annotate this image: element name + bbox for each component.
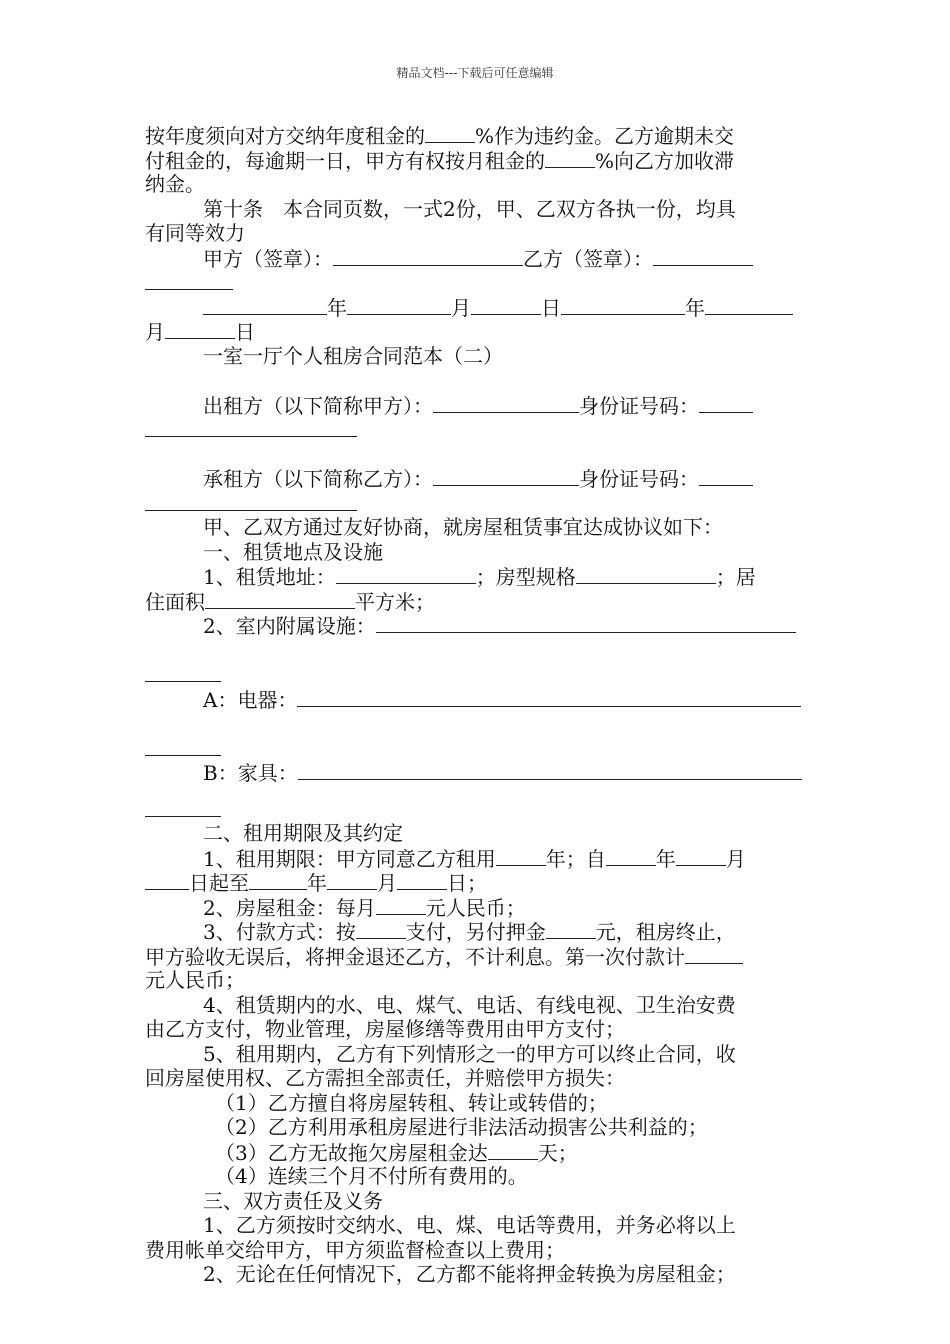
text-line: 4、租赁期内的水、电、煤气、电话、有线电视、卫生治安费 — [203, 992, 736, 1017]
facilities-blank — [376, 613, 796, 633]
blank-field — [561, 295, 685, 315]
blank-field — [165, 319, 235, 339]
date-line: 年 月 日 年 — [145, 295, 807, 320]
party-a-signature-blank — [333, 246, 523, 266]
text-line: 有同等效力 — [145, 221, 245, 245]
text-line — [145, 797, 807, 822]
text-line: 住面积 平方米； — [145, 589, 435, 614]
section-title: 一室一厅个人租房合同范本（二） — [203, 343, 503, 368]
text-line: 由乙方支付，物业管理，房屋修缮等费用由甲方支付； — [145, 1017, 625, 1041]
text-line: 1、租赁地址： ；房型规格 ；居 — [203, 565, 756, 589]
text-line: A：电器： — [145, 687, 807, 712]
blank-field — [676, 846, 726, 866]
text-line: 纳金。 — [145, 172, 205, 196]
lessee-line: 承租方（以下简称乙方）： 身份证号码： — [145, 466, 807, 491]
blank-field — [145, 736, 221, 756]
lessee-name-blank — [433, 466, 579, 486]
lessor-name-blank — [433, 393, 579, 413]
blank-field — [347, 295, 451, 315]
page-header: 精品文档---下载后可任意编辑 — [396, 66, 554, 80]
text-line: 3、付款方式：按 支付，另付押金 元，租房终止， — [203, 920, 736, 944]
blank-field — [145, 417, 357, 437]
blank-field — [145, 797, 221, 817]
text-line: 甲、乙双方通过友好协商，就房屋租赁事宜达成协议如下： — [203, 515, 723, 539]
section-heading: 三、双方责任及义务 — [203, 1188, 383, 1213]
blank-field — [546, 919, 596, 939]
text-line: 元人民币； — [145, 968, 245, 992]
text-line: 2、室内附属设施： — [145, 613, 807, 638]
furniture-blank — [298, 760, 802, 780]
id-number-blank — [699, 466, 753, 486]
contract-body — [145, 123, 807, 1287]
text-line: 按年度须向对方交纳年度租金的 %作为违约金。乙方逾期未交 — [145, 124, 735, 148]
text-line — [145, 417, 807, 442]
list-item: （2）乙方利用承租房屋进行非法活动损害公共利益的； — [215, 1115, 708, 1139]
section-heading: 一、租赁地点及设施 — [203, 539, 383, 564]
area-blank — [205, 589, 355, 609]
blank-field — [145, 662, 221, 682]
blank-field — [471, 295, 541, 315]
text-line: 1、租用期限：甲方同意乙方租用 年；自 年 月 — [203, 846, 746, 871]
text-line: B：家具： — [145, 760, 807, 785]
text-line — [145, 491, 807, 516]
text-line: 1、乙方须按时交纳水、电、煤、电话等费用，并务必将以上 — [203, 1213, 736, 1237]
blank-field — [145, 270, 233, 290]
layout-blank — [576, 564, 716, 584]
article-heading: 第十条 本合同页数，一式2份，甲、乙双方各执一份，均具 — [203, 196, 736, 221]
text-line: 5、租用期内，乙方有下列情形之一的甲方可以终止合同，收 — [203, 1041, 736, 1066]
list-item: （4）连续三个月不付所有费用的。 — [215, 1164, 528, 1188]
text-line: 费用帐单交给甲方，甲方须监督检查以上费用； — [145, 1237, 565, 1262]
blank-field — [496, 846, 546, 866]
text-line: 2、无论在任何情况下，乙方都不能将押金转换为房屋租金； — [203, 1262, 736, 1286]
text-line: 付租金的，每逾期一日，甲方有权按月租金的 %向乙方加收滞 — [145, 148, 735, 173]
text-line: 甲方验收无误后，将押金退还乙方，不计利息。第一次付款计 — [145, 944, 807, 969]
blank-field — [249, 870, 307, 890]
signature-line: 甲方（签章）： 乙方（签章）： — [145, 246, 807, 271]
blank-field — [425, 123, 475, 143]
blank-field — [356, 919, 406, 939]
appliances-blank — [297, 687, 801, 707]
blank-field — [203, 295, 327, 315]
party-b-signature-blank — [653, 246, 753, 266]
text-line: 日起至 年 月 日； — [145, 870, 807, 895]
blank-field — [488, 1140, 538, 1160]
list-item: （3）乙方无故拖欠房屋租金达 天； — [215, 1140, 578, 1165]
blank-field — [145, 491, 357, 511]
blank-field — [685, 944, 743, 964]
blank-field — [327, 870, 377, 890]
blank-field — [376, 895, 426, 915]
blank-field — [145, 870, 189, 890]
blank-field — [606, 846, 656, 866]
text-line — [145, 736, 807, 761]
text-line: 2、房屋租金：每月 元人民币； — [203, 895, 526, 920]
blank-field — [705, 295, 793, 315]
id-number-blank — [699, 393, 753, 413]
section-heading: 二、租用期限及其约定 — [203, 821, 403, 845]
text-line — [145, 270, 807, 295]
text-line: 回房屋使用权、乙方需担全部责任，并赔偿甲方损失： — [145, 1066, 625, 1090]
list-item: （1）乙方擅自将房屋转租、转让或转借的； — [215, 1090, 608, 1115]
lessor-line: 出租方（以下简称甲方）： 身份证号码： — [145, 393, 807, 418]
address-blank — [336, 564, 476, 584]
blank-field — [397, 870, 447, 890]
blank-field — [545, 148, 595, 168]
date-line: 月 日 — [145, 320, 255, 344]
text-line — [145, 662, 807, 687]
